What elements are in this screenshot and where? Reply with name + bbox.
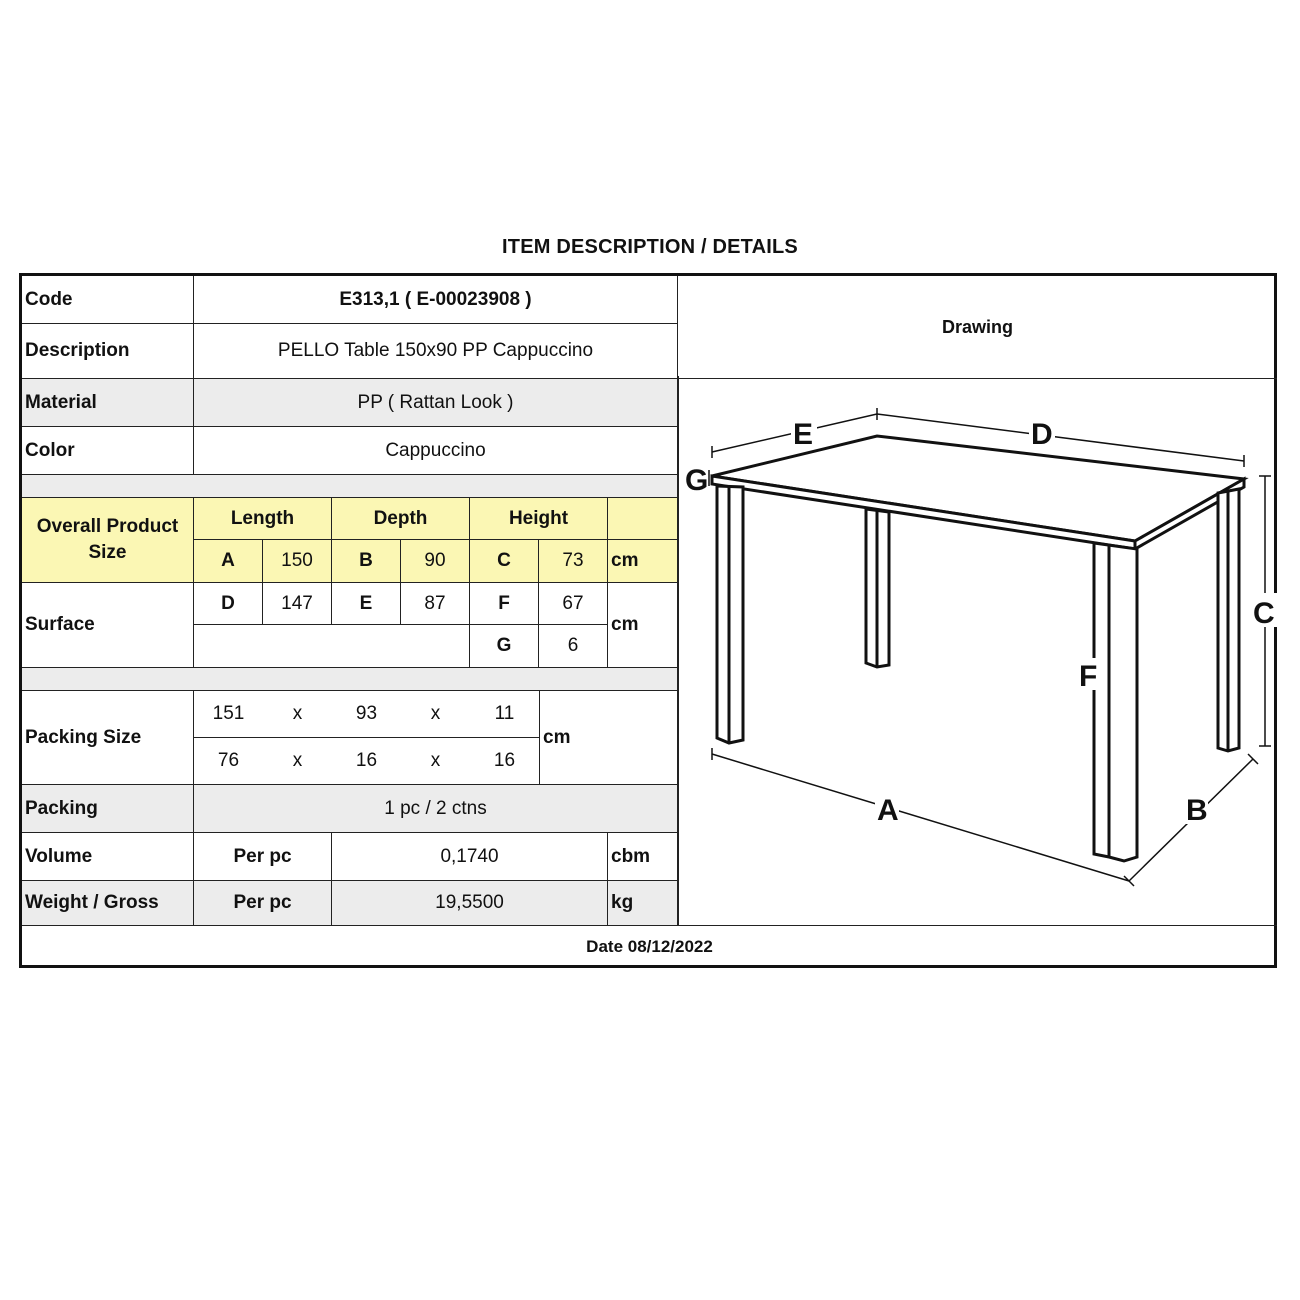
size-value-b: 90 [401,540,470,583]
dim-label-d: D [1031,418,1053,451]
surface-value-f: 67 [539,583,608,625]
table-drawing [678,376,1277,926]
footer-date: Date 08/12/2022 [586,937,713,956]
leg-front-right [1094,543,1137,861]
surface-unit: cm [608,583,678,668]
color-value: Cappuccino [194,427,678,475]
size-letter-c: C [470,540,539,583]
dim-label-e: E [793,418,814,451]
size-value-a: 150 [263,540,332,583]
separator-row-2 [22,668,678,691]
pack-r1-x2: x [430,703,441,724]
material-label: Material [22,379,194,427]
packing-size-unit: cm [539,691,678,785]
pack-r1-height: 11 [494,703,515,724]
overall-size-label-text: Overall Product Size [36,516,179,563]
surface-letter-f: F [470,583,539,625]
pack-r2-length: 76 [217,750,240,771]
packing-size-row-1 [194,691,539,738]
surface-letter-e: E [332,583,401,625]
weight-unit: kg [608,881,678,926]
surface-letter-d: D [194,583,263,625]
weight-label: Weight / Gross [22,881,194,926]
code-label: Code [22,276,194,324]
surface-blank [194,625,470,668]
surface-label: Surface [22,583,194,668]
overall-size-label [22,498,194,583]
header-height: Height [470,498,608,540]
dim-label-c: C [1253,597,1275,630]
size-value-c: 73 [539,540,608,583]
description-value: PELLO Table 150x90 PP Cappuccino [194,324,678,379]
dim-label-f: F [1079,660,1098,693]
weight-per: Per pc [194,881,332,926]
description-label: Description [22,324,194,379]
surface-value-g: 6 [539,625,608,668]
pack-r2-x2: x [430,750,441,771]
volume-value: 0,1740 [332,833,608,881]
surface-value-d: 147 [263,583,332,625]
pack-r2-depth: 16 [355,750,378,771]
pack-r2-x1: x [292,750,303,771]
dim-label-b: B [1186,794,1208,827]
item-spec-sheet [19,273,1277,968]
color-label: Color [22,427,194,475]
surface-letter-g: G [470,625,539,668]
surface-value-e: 87 [401,583,470,625]
dim-label-a: A [877,794,899,827]
material-value: PP ( Rattan Look ) [194,379,678,427]
packing-size-label: Packing Size [22,691,194,785]
dim-label-g: G [685,464,709,497]
header-unit-blank [608,498,678,540]
packing-label: Packing [22,785,194,833]
header-length: Length [194,498,332,540]
drawing-header: Drawing [678,276,1277,379]
page-title: ITEM DESCRIPTION / DETAILS [502,236,798,258]
code-value: E313,1 ( E-00023908 ) [194,276,678,324]
pack-r1-depth: 93 [355,703,378,724]
size-letter-b: B [332,540,401,583]
size-letter-a: A [194,540,263,583]
packing-value: 1 pc / 2 ctns [194,785,678,833]
pack-r1-x1: x [292,703,303,724]
volume-label: Volume [22,833,194,881]
volume-unit: cbm [608,833,678,881]
weight-value: 19,5500 [332,881,608,926]
pack-r2-height: 16 [493,750,516,771]
pack-r1-length: 151 [212,703,245,724]
header-depth: Depth [332,498,470,540]
packing-size-row-2 [194,738,539,785]
table-drawing-svg [679,376,1278,926]
volume-per: Per pc [194,833,332,881]
size-unit: cm [608,540,678,583]
separator-row [22,475,678,498]
